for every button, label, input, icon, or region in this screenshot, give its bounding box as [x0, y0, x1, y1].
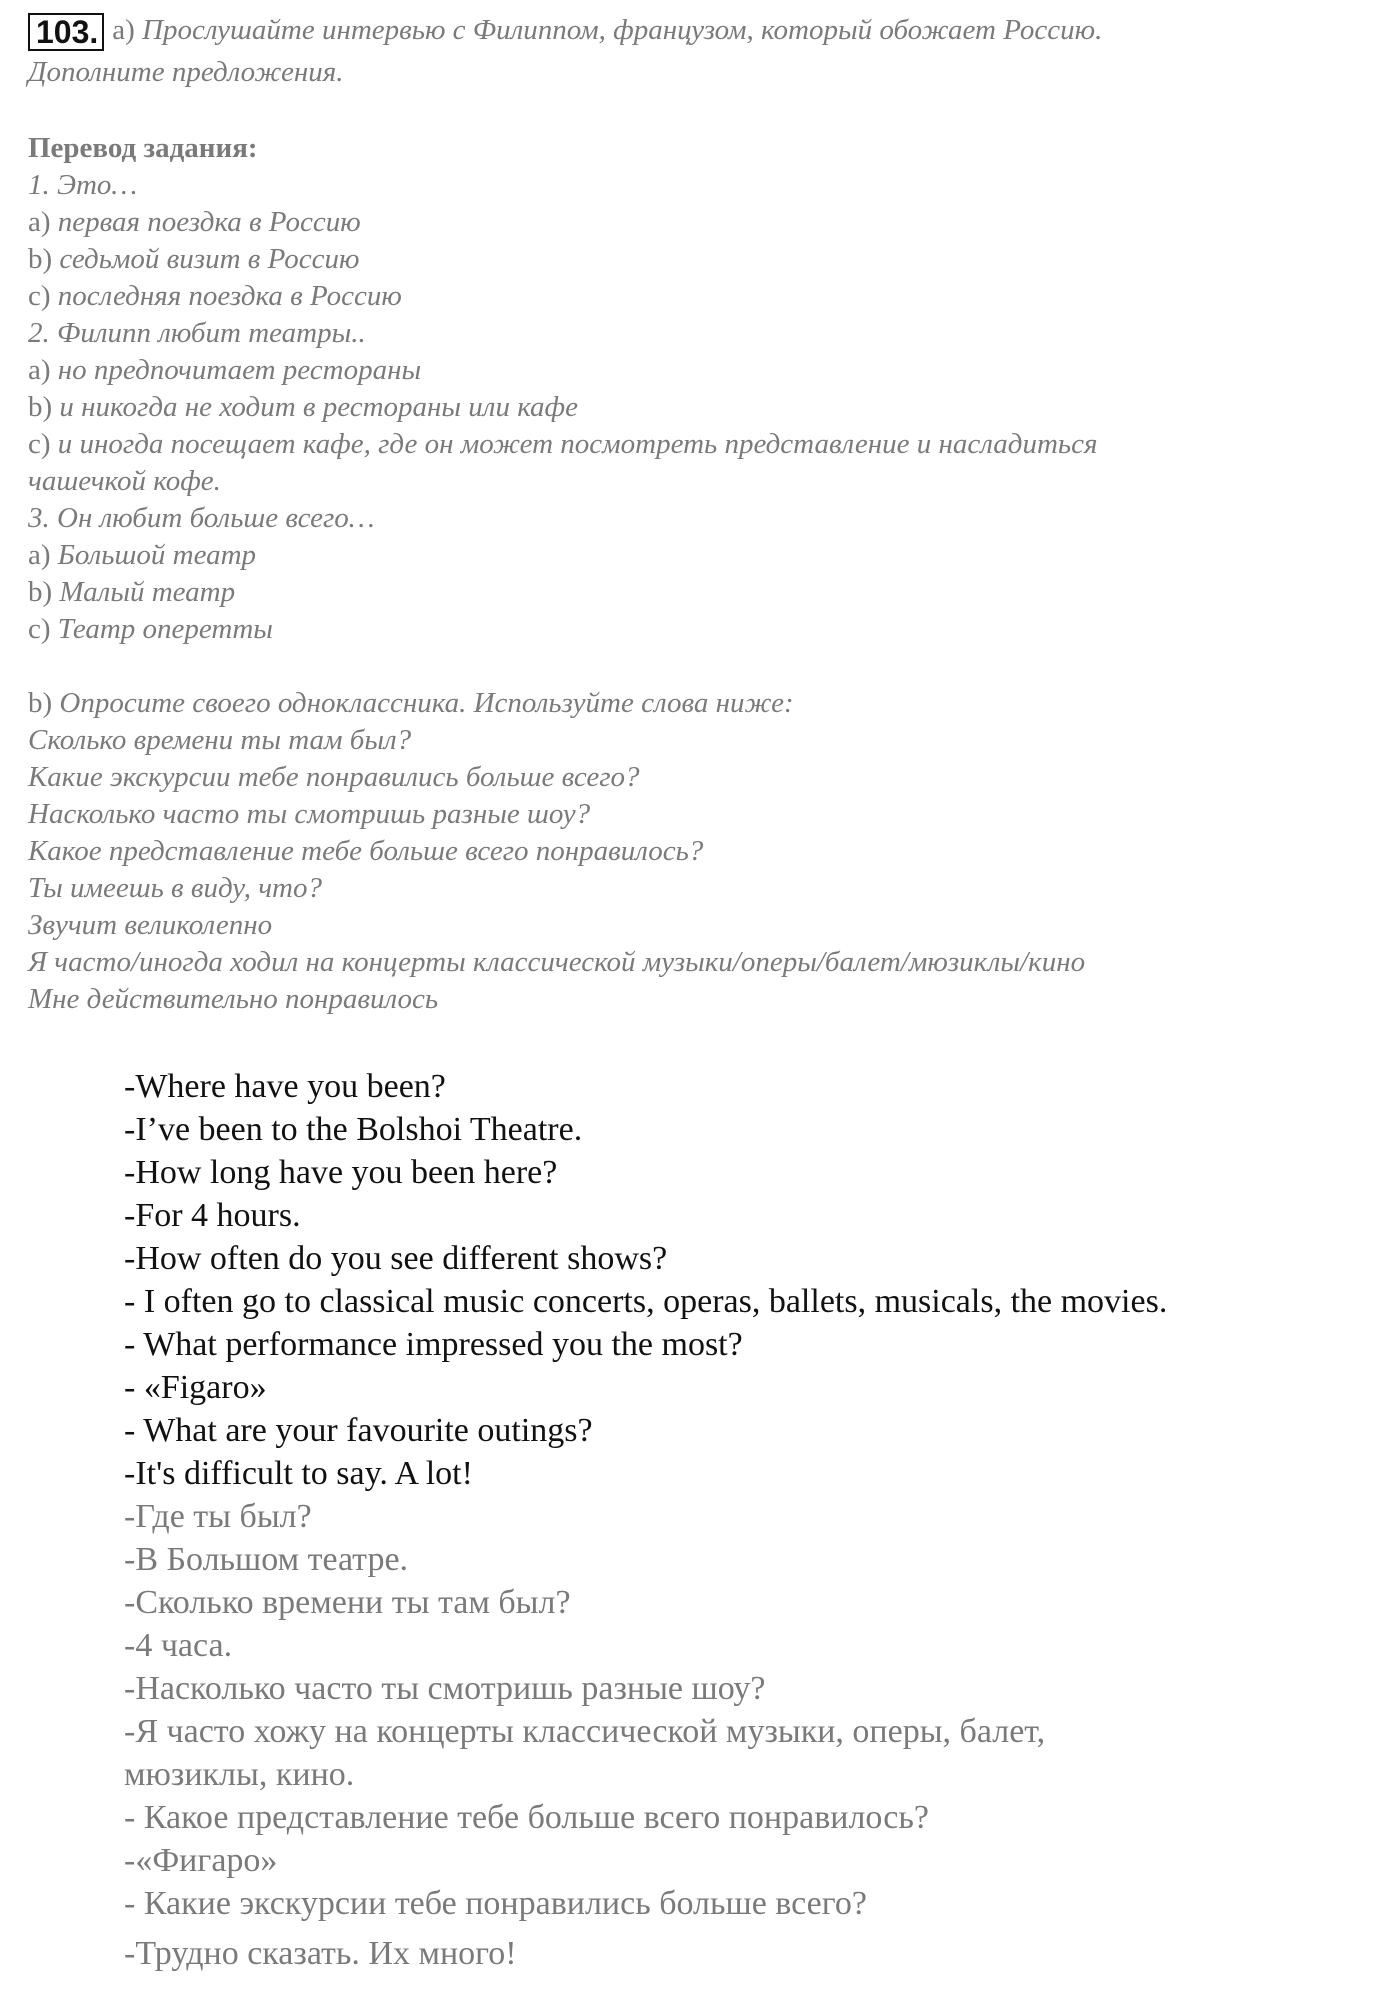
dialogue-line-en: -How long have you been here?	[124, 1154, 558, 1191]
dialogue-line-en: -It's difficult to say. A lot!	[124, 1455, 473, 1492]
q2-option-b: b) и никогда не ходит в рестораны или кафе	[28, 391, 579, 423]
dialogue-line-ru: -Насколько часто ты смотришь разные шоу?	[124, 1670, 766, 1707]
q2-option-c-continued: чашечкой кофе.	[28, 465, 221, 497]
dialogue-line-en: -For 4 hours.	[124, 1197, 301, 1234]
useful-phrase: Какое представление тебе больше всего понравилось?	[28, 835, 704, 867]
q3-option-c: c) Театр оперетты	[28, 613, 273, 645]
dialogue-line-ru: -Трудно сказать. Их много!	[124, 1935, 517, 1972]
useful-phrase: Я часто/иногда ходил на концерты классической музыки/оперы/балет/мюзиклы/кино	[28, 946, 1086, 978]
useful-phrase: Мне действительно понравилось	[28, 983, 439, 1015]
dialogue-line-en: -How often do you see different shows?	[124, 1240, 668, 1277]
question-3: 3. Он любит больше всего…	[28, 502, 375, 534]
dialogue-line-ru: -В Большом театре.	[124, 1541, 409, 1578]
dialogue-line-en: -Where have you been?	[124, 1068, 446, 1105]
q1-option-a: a) первая поездка в Россию	[28, 206, 361, 238]
dialogue-line-ru: мюзиклы, кино.	[124, 1756, 355, 1793]
dialogue-line-en: - «Figaro»	[124, 1369, 267, 1406]
q2-option-c: c) и иногда посещает кафе, где он может посмотреть представление и насладиться	[28, 428, 1098, 460]
task-header	[28, 12, 1102, 51]
q2-option-a: a) но предпочитает рестораны	[28, 354, 422, 386]
dialogue-line-ru: -4 часа.	[124, 1627, 233, 1664]
q1-option-c: c) последняя поездка в Россию	[28, 280, 402, 312]
dialogue-line-ru: -Сколько времени ты там был?	[124, 1584, 571, 1621]
q1-option-b: b) седьмой визит в Россию	[28, 243, 360, 275]
question-2: 2. Филипп любит театры..	[28, 317, 366, 349]
task-part-a-label: a)	[112, 14, 135, 46]
useful-phrase: Звучит великолепно	[28, 909, 273, 941]
dialogue-line-en: - What performance impressed you the most?	[124, 1326, 743, 1363]
task-title: Прослушайте интервью с Филиппом, французом, который обожает Россию.	[142, 14, 1103, 46]
translation-heading: Перевод задания:	[28, 132, 258, 164]
useful-phrase: Ты имеешь в виду, что?	[28, 872, 322, 904]
task-number: 103.	[28, 13, 104, 51]
dialogue-line-ru: - Какое представление тебе больше всего понравилось?	[124, 1799, 929, 1836]
dialogue-line-en: - I often go to classical music concerts, operas, ballets, musicals, the movies.	[124, 1283, 1168, 1320]
dialogue-line-ru: -Где ты был?	[124, 1498, 312, 1535]
q3-option-a: a) Большой театр	[28, 539, 257, 571]
task-title-continued: Дополните предложения.	[28, 56, 344, 88]
dialogue-line-ru: - Какие экскурсии тебе понравились больше всего?	[124, 1885, 867, 1922]
dialogue-line-ru: -«Фигаро»	[124, 1842, 278, 1879]
useful-phrase: Какие экскурсии тебе понравились больше всего?	[28, 761, 640, 793]
q3-option-b: b) Малый театр	[28, 576, 236, 608]
useful-phrase: Сколько времени ты там был?	[28, 724, 412, 756]
dialogue-line-en: - What are your favourite outings?	[124, 1412, 593, 1449]
useful-phrase: Насколько часто ты смотришь разные шоу?	[28, 798, 591, 830]
dialogue-line-ru: -Я часто хожу на концерты классической музыки, оперы, балет,	[124, 1713, 1046, 1750]
question-1: 1. Это…	[28, 169, 138, 201]
dialogue-line-en: -I’ve been to the Bolshoi Theatre.	[124, 1111, 583, 1148]
part-b-instruction: b) Опросите своего одноклассника. Используйте слова ниже:	[28, 687, 794, 719]
